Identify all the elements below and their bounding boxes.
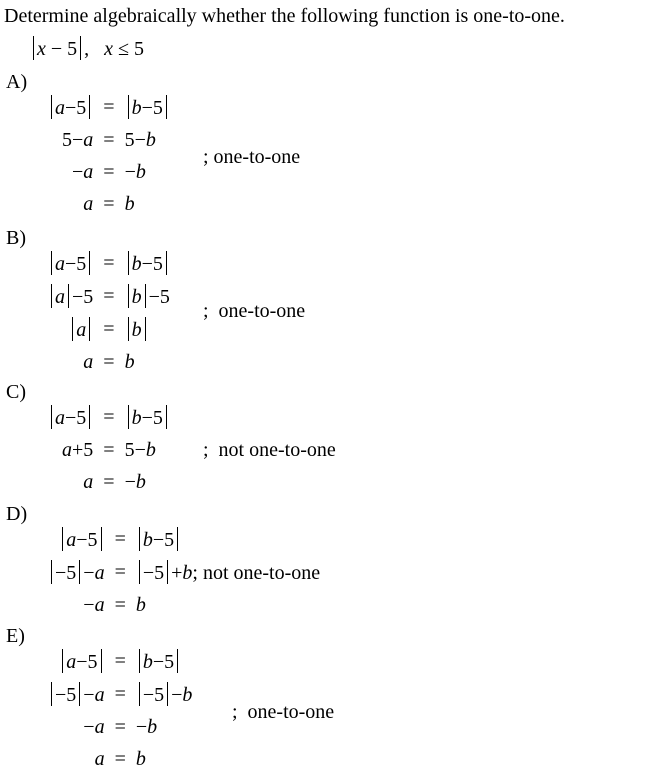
option-c-label: C) [6, 381, 26, 403]
option-a-label: A) [6, 71, 28, 93]
option-b-label: B) [6, 227, 26, 249]
option-a-conclusion: ; one-to-one [203, 146, 301, 168]
option-c-steps: a−5 = b−5 a+5 = 5−b a = −b [48, 405, 170, 494]
option-b-steps: a−5 = b−5 a −5 = b −5 a = b a = b [48, 251, 170, 374]
function-expression: x − 5 , x ≤ 5 [30, 36, 144, 60]
question-text: Determine algebraically whether the following function is one-to-one. [4, 5, 565, 27]
option-a-steps: a−5 = b−5 5−a = 5−b −a = −b a = b [48, 95, 170, 216]
option-e-steps: a−5 = b−5 −5 −a = −5 −b −a = −b a = b [48, 649, 192, 771]
option-d-label: D) [6, 503, 28, 525]
option-e-label: E) [6, 625, 25, 647]
option-c-conclusion: ; not one-to-one [203, 439, 336, 461]
option-e-conclusion: ; one-to-one [232, 701, 335, 723]
option-d-steps: a−5 = b−5 −5 −a = −5 +b; not one-to-one −a = b [48, 527, 320, 617]
option-b-conclusion: ; one-to-one [203, 300, 306, 322]
